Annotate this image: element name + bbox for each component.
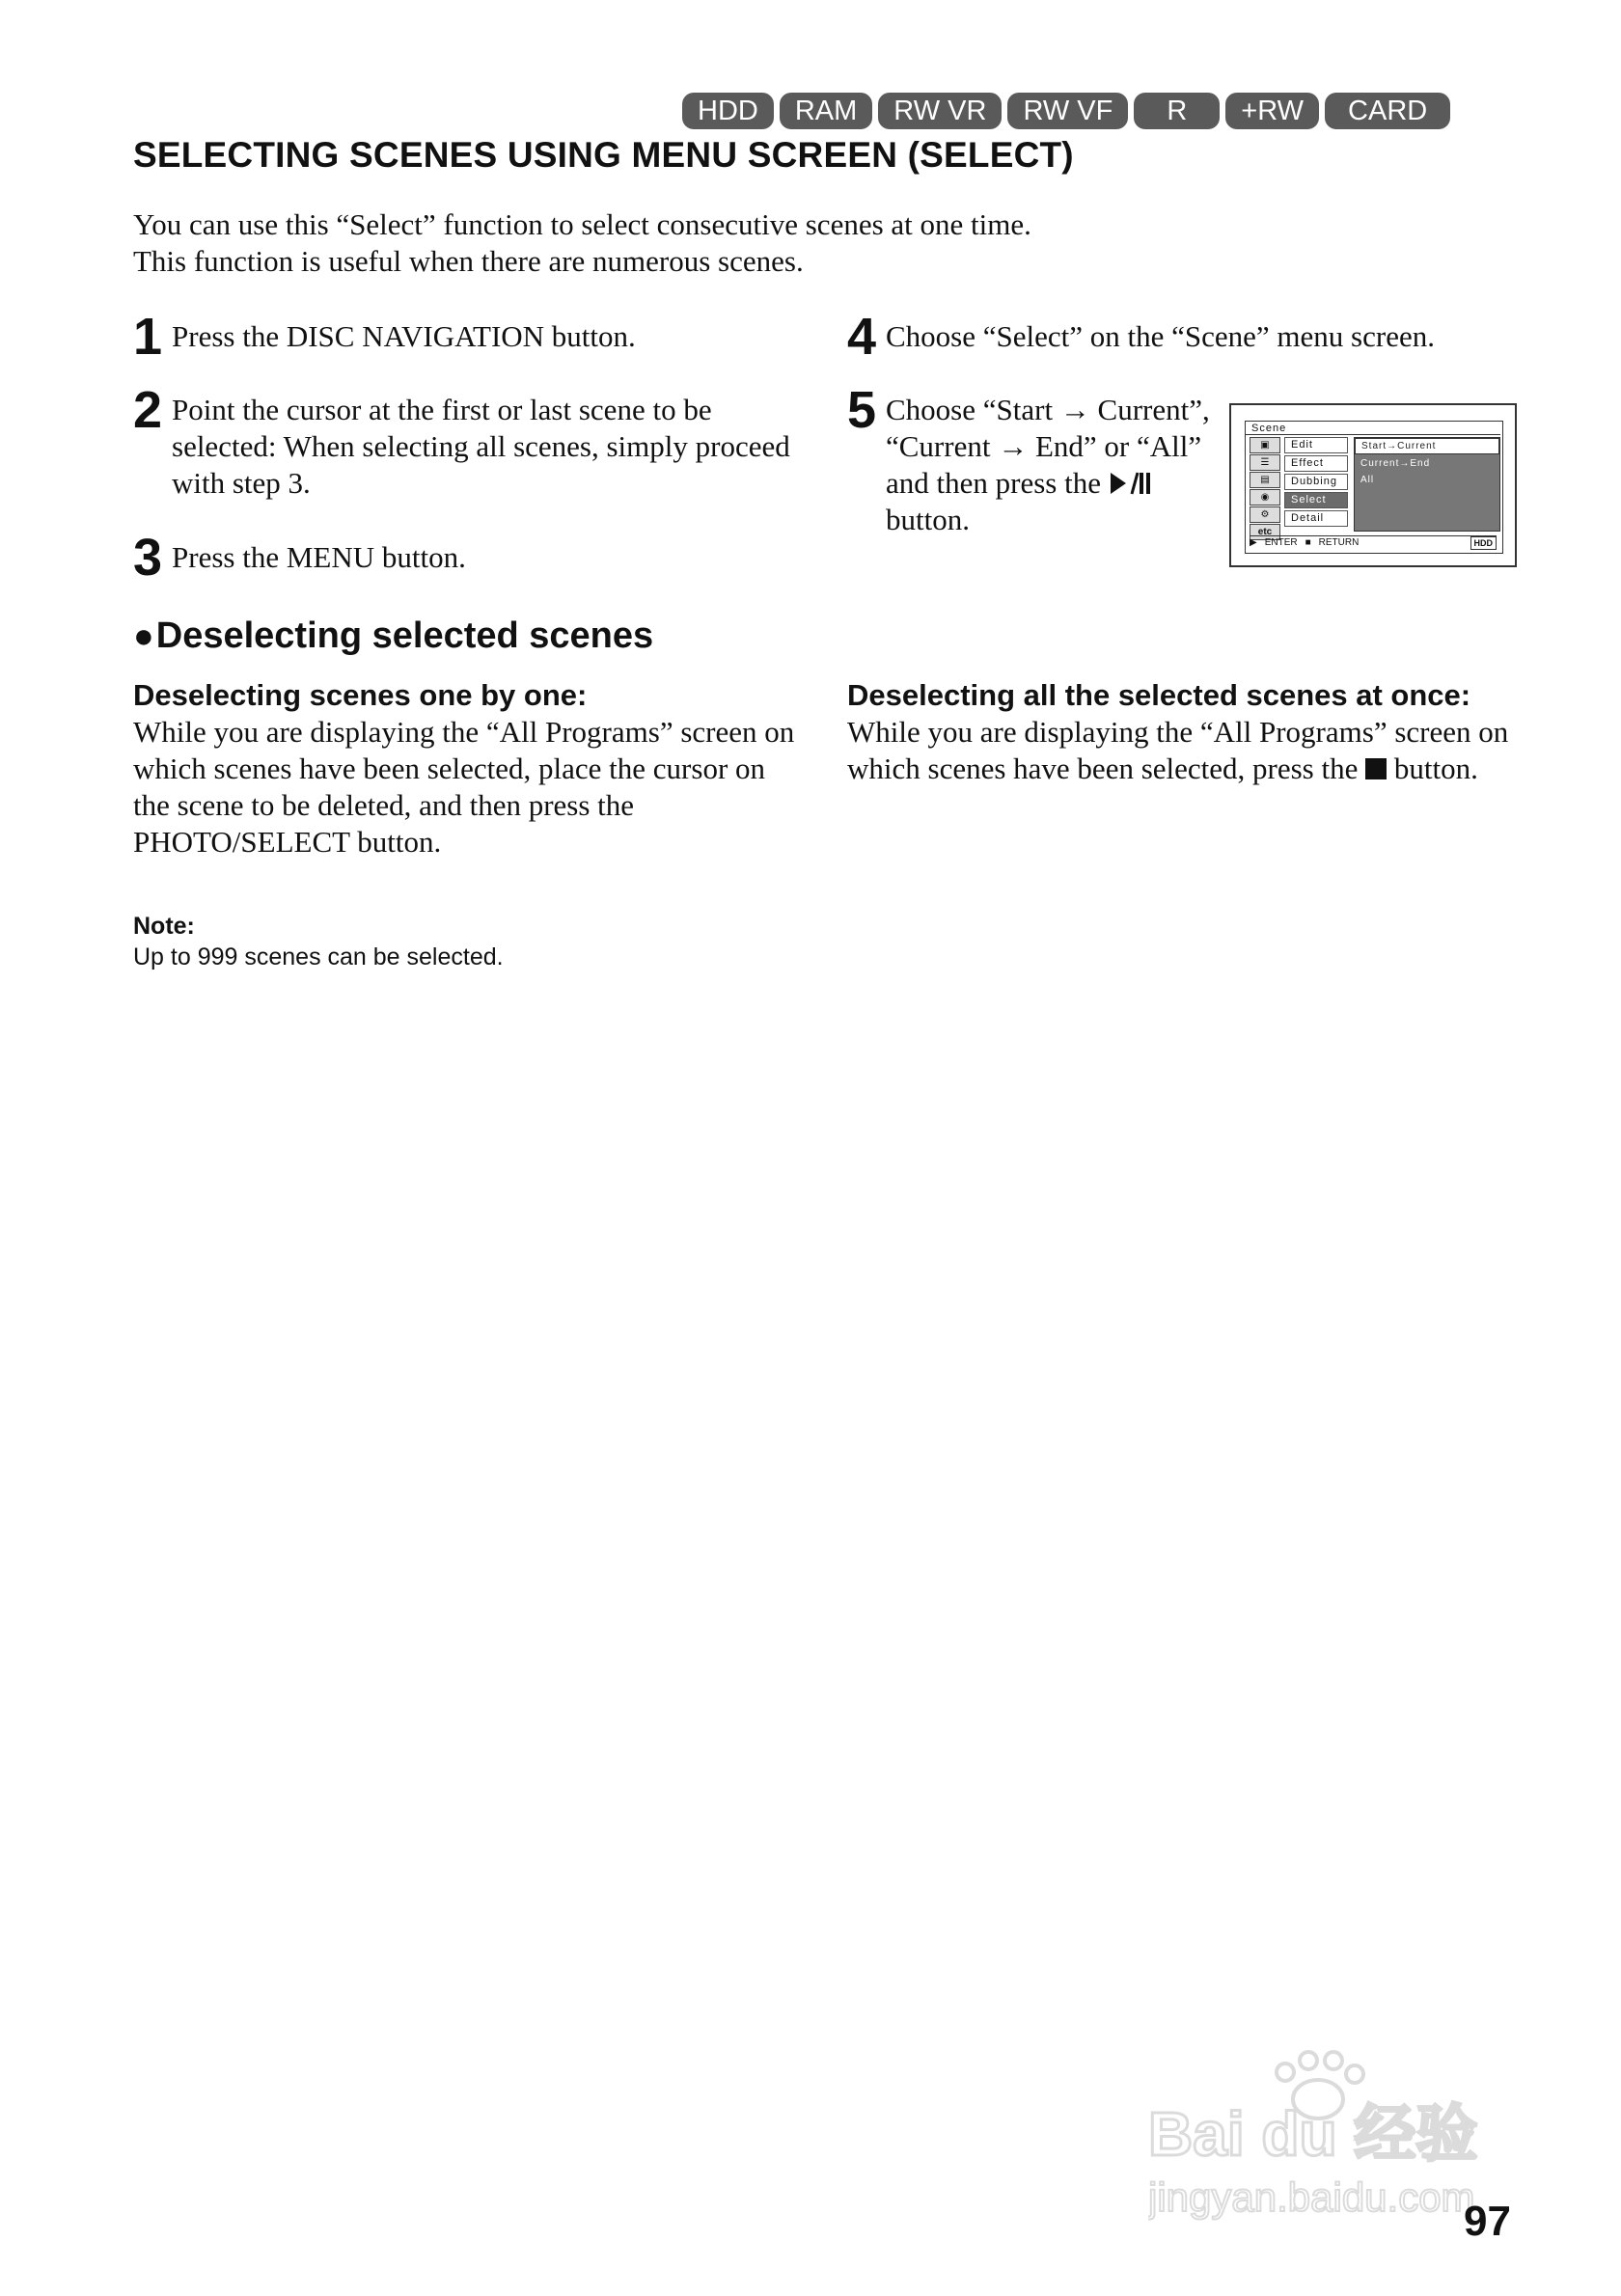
block-text-after: button. (1393, 752, 1478, 785)
scene-menu-screenshot (1229, 403, 1517, 567)
section-heading (133, 615, 653, 657)
step-text: Press the DISC NAVIGATION button. (172, 319, 636, 353)
menu-item-edit: Edit (1284, 437, 1348, 453)
block-text-before: While you are displaying the “All Programs” screen on which scenes have been selected, press the (847, 715, 1509, 785)
step-number: 5 (847, 381, 877, 439)
watermark-brand: Bai du 经验 (1148, 2099, 1478, 2169)
block-title: Deselecting all the selected scenes at once: (847, 678, 1471, 712)
option-current-end: Current→End (1360, 458, 1431, 469)
step-text: Point the cursor at the first or last scene to be selected: When selecting all scenes, simply proceed with step 3. (172, 393, 790, 500)
bullet-icon: ● (133, 615, 154, 655)
menu-options (1354, 437, 1500, 532)
menu-icon-column (1250, 437, 1280, 537)
option-all: All (1360, 475, 1375, 485)
etc-icon: etc (1250, 524, 1280, 540)
block-text (847, 714, 1523, 787)
list-icon: ☰ (1250, 454, 1280, 471)
section-heading-text: Deselecting selected scenes (155, 615, 654, 656)
page-number: 97 (1464, 2198, 1511, 2245)
tab-plus-rw: +RW (1225, 93, 1319, 129)
note-label: Note: (133, 913, 195, 940)
tab-rw-vf: RW VF (1007, 93, 1128, 129)
menu-item-detail: Detail (1284, 510, 1348, 527)
block-text: While you are displaying the “All Programs” screen on which scenes have been selected, place the cursor on the scene to be deleted, and then press the PHOTO/SELECT button. (133, 715, 795, 859)
deselect-all-at-once (847, 677, 1523, 787)
tab-ram: RAM (780, 93, 872, 129)
menu-item-select: Select (1284, 492, 1348, 508)
baidu-watermark (1148, 2049, 1553, 2223)
play-pause-icon (1109, 471, 1151, 496)
intro (133, 206, 1031, 280)
tab-r: R (1134, 93, 1220, 129)
enter-icon: ▶ (1250, 537, 1257, 548)
disc-icon: ◉ (1250, 489, 1280, 506)
step-text: Choose “Select” on the “Scene” menu screen. (886, 319, 1435, 353)
step-3 (133, 529, 809, 587)
step-number: 3 (133, 529, 163, 587)
scene-icon: ▣ (1250, 437, 1280, 453)
media-badge: HDD (1470, 536, 1497, 550)
step-text-after: button. (886, 503, 970, 536)
tab-hdd: HDD (682, 93, 774, 129)
option-start-current: Start→Current (1355, 438, 1499, 454)
tab-rw-vr: RW VR (878, 93, 1002, 129)
step-number: 2 (133, 381, 163, 439)
menu-footer (1250, 535, 1497, 550)
menu-items (1284, 437, 1348, 529)
tab-card: CARD (1325, 93, 1450, 129)
step-text-before: Choose “Start → Current”, “Current → End” or “All” and then press the (886, 393, 1210, 500)
enter-label: ENTER (1264, 537, 1298, 548)
setup-icon: ⚙ (1250, 506, 1280, 523)
menu-header: Scene (1246, 422, 1500, 435)
menu-item-effect: Effect (1284, 455, 1348, 472)
step-number: 4 (847, 308, 877, 366)
intro-line: This function is useful when there are numerous scenes. (133, 244, 804, 278)
media-tabs (682, 93, 1450, 129)
return-icon: ■ (1305, 537, 1311, 548)
step-1 (133, 308, 809, 366)
step-2 (133, 381, 809, 502)
step-text: Press the MENU button. (172, 540, 466, 574)
step-4 (847, 308, 1523, 366)
return-label: RETURN (1318, 537, 1360, 548)
step-text (847, 392, 1214, 538)
page-title: SELECTING SCENES USING MENU SCREEN (SELECT) (133, 135, 1074, 175)
dubbing-icon: ▤ (1250, 472, 1280, 488)
intro-line: You can use this “Select” function to select consecutive scenes at one time. (133, 207, 1031, 241)
block-title: Deselecting scenes one by one: (133, 678, 588, 712)
menu-frame (1245, 421, 1503, 554)
step-number: 1 (133, 308, 163, 366)
note (133, 911, 504, 972)
note-text: Up to 999 scenes can be selected. (133, 943, 504, 970)
menu-item-dubbing: Dubbing (1284, 474, 1348, 490)
watermark-url: jingyan.baidu.com (1148, 2174, 1475, 2220)
deselect-one-by-one (133, 677, 809, 861)
stop-icon (1365, 758, 1387, 779)
step-5 (847, 381, 1214, 538)
